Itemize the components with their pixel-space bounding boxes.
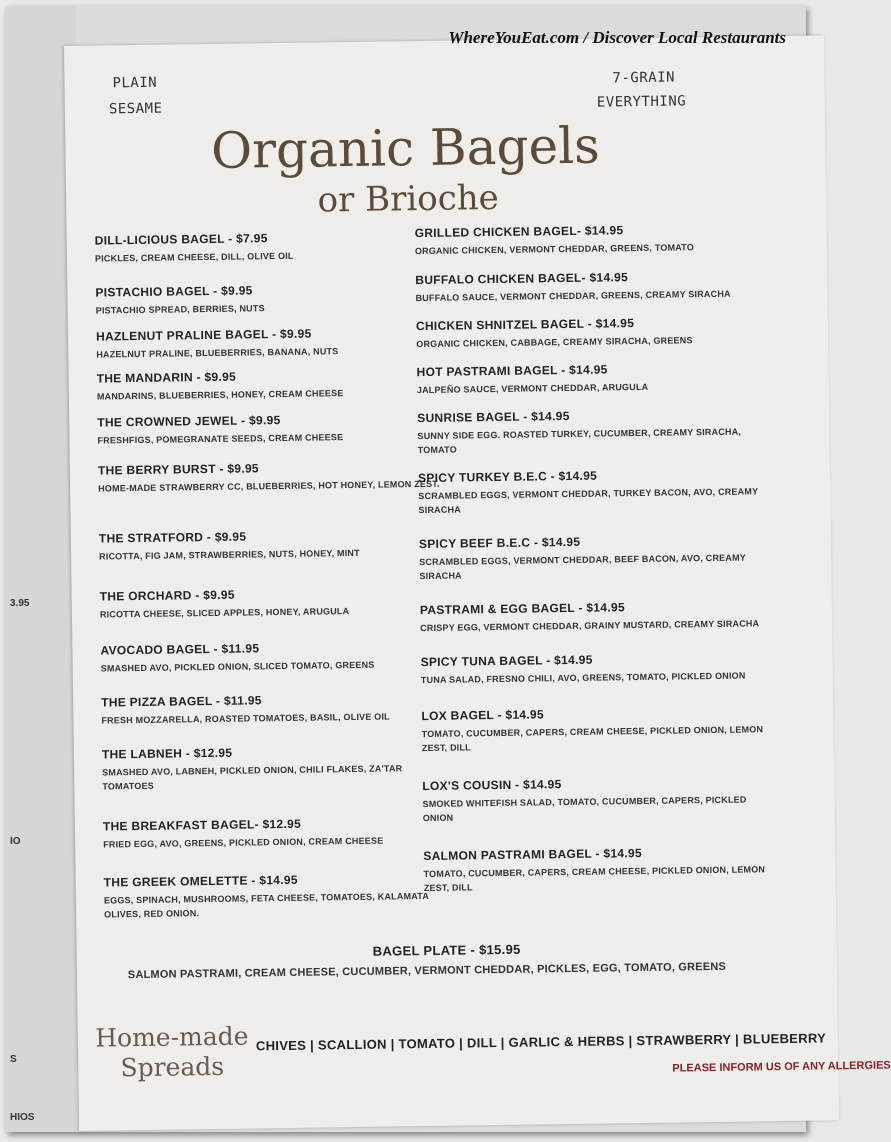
menu-item-description: SCRAMBLED EGGS, VERMONT CHEDDAR, BEEF BACON, AVO, CREAMY SIRACHA	[419, 552, 746, 582]
menu-item-name: BUFFALO CHICKEN BAGEL- $14.95	[415, 270, 629, 288]
menu-item-name: CHICKEN SHNITZEL BAGEL - $14.95	[415, 316, 635, 334]
left-stub-text: IO	[10, 836, 21, 847]
menu-item-name: SPICY TURKEY B.E.C - $14.95	[417, 468, 598, 486]
menu-item-description: FRIED EGG, AVO, GREENS, PICKLED ONION, CREAM CHEESE	[103, 835, 384, 850]
menu-item-description: PISTACHIO SPREAD, BERRIES, NUTS	[95, 303, 265, 316]
left-stub-text: HIOS	[10, 1112, 35, 1123]
menu-item	[101, 691, 451, 728]
menu-item	[97, 367, 447, 404]
menu-item-description: RICOTTA CHEESE, SLICED APPLES, HONEY, ARUGULA	[99, 606, 350, 620]
menu-item-name: AVOCADO BAGEL - $11.95	[100, 641, 260, 658]
menu-item-description: FRESH MOZZARELLA, ROASTED TOMATOES, BASIL, OLIVE OIL	[101, 711, 390, 726]
menu-item	[421, 650, 771, 687]
spreads-title	[82, 1021, 263, 1084]
handwritten-note: 7-GRAIN	[612, 69, 676, 87]
menu-item-name: THE STRATFORD - $9.95	[98, 529, 247, 546]
menu-item-description: EGGS, SPINACH, MUSHROOMS, FETA CHEESE, TOMATOES, KALAMATA OLIVES, RED ONION.	[103, 890, 429, 920]
menu-item-description: RICOTTA, FIG JAM, STRAWBERRIES, NUTS, HONEY, MINT	[99, 547, 360, 562]
menu-item	[102, 743, 453, 794]
menu-item-description: PICKLES, CREAM CHEESE, DILL, OLIVE OIL	[94, 250, 294, 264]
menu-item	[100, 639, 450, 676]
menu-item	[422, 774, 773, 825]
allergy-notice: PLEASE INFORM US OF ANY ALLERGIES	[672, 1059, 891, 1075]
menu-item-name: LOX BAGEL - $14.95	[421, 707, 545, 724]
menu-item	[98, 459, 448, 496]
watermark: WhereYouEat.com / Discover Local Restaurants	[448, 28, 786, 47]
menu-item	[421, 704, 772, 755]
menu-item-description: SMASHED AVO, PICKLED ONION, SLICED TOMATO, GREENS	[100, 659, 375, 674]
menu-item-name: THE CROWNED JEWEL - $9.95	[97, 413, 281, 430]
menu-sheet	[64, 35, 891, 1131]
menu-item-name: THE BREAKFAST BAGEL- $12.95	[102, 816, 302, 834]
menu-item	[416, 314, 766, 351]
handwritten-note: EVERYTHING	[596, 93, 687, 111]
menu-item-name: THE BERRY BURST - $9.95	[97, 461, 259, 478]
menu-item	[419, 532, 770, 583]
menu-item-description: MANDARINS, BLUEBERRIES, HONEY, CREAM CHEESE	[96, 388, 344, 402]
menu-item-description: TOMATO, CUCUMBER, CAPERS, CREAM CHEESE, PICKLED ONION, LEMON ZEST, DILL	[423, 864, 766, 894]
menu-item-description: SUNNY SIDE EGG. ROASTED TURKEY, CUCUMBER, CREAMY SIRACHA, TOMATO	[417, 426, 742, 456]
spreads-list: CHIVES | SCALLION | TOMATO | DILL | GARLIC & HERBS | STRAWBERRY | BLUEBERRY	[255, 1030, 827, 1054]
menu-item	[415, 268, 765, 305]
menu-item-name: HAZLENUT PRALINE BAGEL - $9.95	[95, 326, 312, 344]
menu-item	[100, 585, 450, 622]
menu-item-description: FRESHFIGS, POMEGRANATE SEEDS, CREAM CHEESE	[97, 432, 344, 446]
menu-item	[418, 466, 769, 517]
menu-item-name: SPICY TUNA BAGEL - $14.95	[420, 652, 593, 670]
spreads-title-line: Home-made	[95, 1021, 249, 1053]
menu-item-description: HAZELNUT PRALINE, BLUEBERRIES, BANANA, NUTS	[96, 346, 339, 360]
menu-item-name: THE MANDARIN - $9.95	[96, 369, 237, 386]
menu-item-description: ORGANIC CHICKEN, CABBAGE, CREAMY SIRACHA, GREENS	[416, 335, 693, 350]
menu-item-description: SCRAMBLED EGGS, VERMONT CHEDDAR, TURKEY BACON, AVO, CREAMY SIRACHA	[418, 486, 759, 516]
menu-item	[95, 229, 445, 266]
left-stub-text: S	[10, 1054, 17, 1065]
menu-item-description: ORGANIC CHICKEN, VERMONT CHEDDAR, GREENS, TOMATO	[414, 242, 695, 257]
menu-item-description: SMOKED WHITEFISH SALAD, TOMATO, CUCUMBER, CAPERS, PICKLED ONION	[422, 794, 747, 824]
menu-item-name: PASTRAMI & EGG BAGEL - $14.95	[419, 600, 625, 618]
menu-item-name: THE GREEK OMELETTE - $14.95	[103, 872, 298, 890]
menu-item-description: TOMATO, CUCUMBER, CAPERS, CREAM CHEESE, PICKLED ONION, LEMON ZEST, DILL	[421, 724, 764, 754]
bagel-plate	[77, 938, 777, 983]
menu-subtitle: or Brioche	[317, 177, 500, 221]
menu-item	[415, 221, 765, 258]
menu-item-name: THE PIZZA BAGEL - $11.95	[101, 693, 262, 710]
handwritten-note: SESAME	[108, 100, 163, 118]
menu-item	[423, 844, 774, 895]
menu-item	[420, 598, 770, 635]
menu-photo	[6, 6, 891, 1132]
menu-item-name: SALMON PASTRAMI BAGEL - $14.95	[423, 846, 643, 864]
menu-item	[416, 360, 766, 397]
handwritten-note: PLAIN	[112, 74, 158, 92]
menu-item-name: SPICY BEEF B.E.C - $14.95	[418, 534, 581, 552]
menu-item-description: CRISPY EGG, VERMONT CHEDDAR, GRAINY MUSTARD, CREAMY SIRACHA	[420, 618, 760, 634]
menu-item-description: TUNA SALAD, FRESNO CHILI, AVO, GREENS, TOMATO, PICKLED ONION	[420, 670, 746, 686]
menu-item	[97, 411, 447, 448]
bagel-plate-desc: SALMON PASTRAMI, CREAM CHEESE, CUCUMBER, VERMONT CHEDDAR, PICKLES, EGG, TOMATO, GREENS	[127, 960, 727, 982]
menu-title: Organic Bagels	[210, 116, 601, 180]
menu-item-name: THE ORCHARD - $9.95	[99, 587, 235, 604]
bagel-plate-name: BAGEL PLATE - $15.95	[372, 941, 521, 959]
menu-item	[99, 527, 449, 564]
menu-item-name: SUNRISE BAGEL - $14.95	[417, 408, 570, 426]
spreads-title-line: Spreads	[120, 1051, 225, 1083]
menu-item-description: HOME-MADE STRAWBERRY CC, BLUEBERRIES, HOT HONEY, LEMON ZEST.	[98, 478, 440, 494]
menu-item	[417, 406, 768, 457]
menu-item	[95, 281, 445, 318]
menu-item-name: DILL-LICIOUS BAGEL - $7.95	[94, 231, 268, 248]
menu-item	[96, 325, 446, 362]
menu-item	[103, 815, 453, 852]
menu-item-name: GRILLED CHICKEN BAGEL- $14.95	[414, 223, 624, 241]
menu-item-description: JALPEÑO SAUCE, VERMONT CHEDDAR, ARUGULA	[416, 381, 649, 396]
menu-item-description: SMASHED AVO, LABNEH, PICKLED ONION, CHILI FLAKES, ZA'TAR TOMATOES	[102, 763, 403, 792]
menu-item-name: LOX'S COUSIN - $14.95	[422, 777, 562, 794]
menu-item-name: PISTACHIO BAGEL - $9.95	[95, 283, 253, 300]
menu-item-name: THE LABNEH - $12.95	[101, 745, 233, 762]
menu-item-name: HOT PASTRAMI BAGEL - $14.95	[416, 362, 608, 380]
menu-item-description: BUFFALO SAUCE, VERMONT CHEDDAR, GREENS, CREAMY SIRACHA	[415, 288, 731, 304]
left-stub-text: 3.95	[10, 598, 30, 609]
menu-item	[104, 871, 455, 922]
